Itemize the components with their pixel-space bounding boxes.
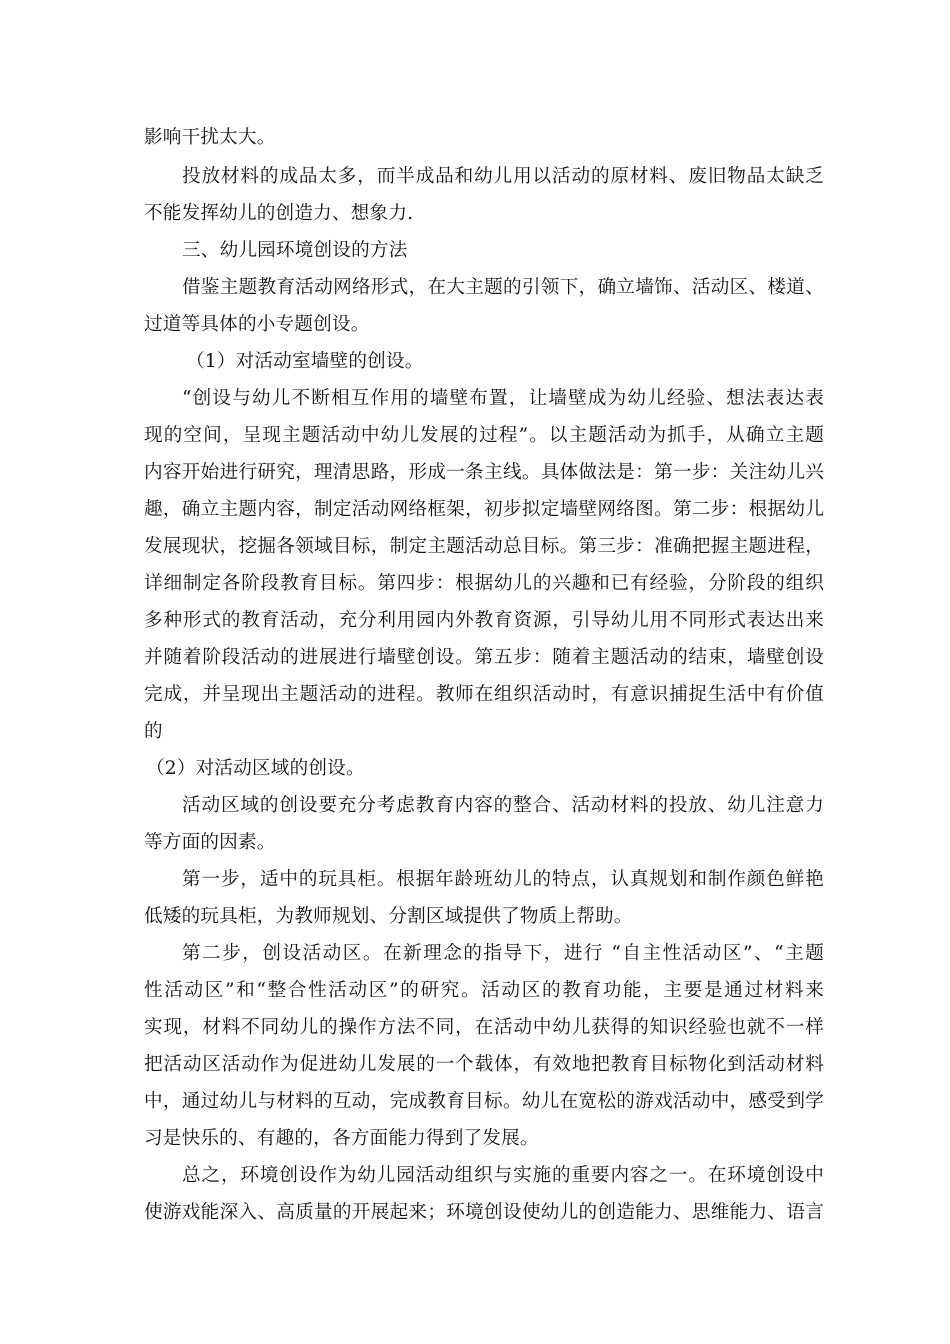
text-line: 现的空间，呈现主题活动中幼儿发展的过程”。以主题活动为抓手，从确立主题 (144, 425, 824, 446)
text-line: 并随着阶段活动的进展进行墙壁创设。第五步：随着主题活动的结束，墙壁创设 (144, 647, 824, 668)
text-line: 详细制定各阶段教育目标。第四步：根据幼儿的兴趣和已有经验，分阶段的组织 (144, 573, 824, 594)
text-line: 的 (144, 721, 163, 742)
text-line: 第一步，适中的玩具柜。根据年龄班幼儿的特点，认真规划和制作颜色鲜艳 (182, 869, 824, 890)
text-line: 总之，环境创设作为幼儿园活动组织与实施的重要内容之一。在环境创设中 (182, 1165, 824, 1186)
text-line: 等方面的因素。 (144, 832, 276, 853)
text-line: 内容开始进行研究，理清思路，形成一条主线。具体做法是：第一步：关注幼儿兴 (144, 462, 824, 483)
text-line: 第二步，创设活动区。在新理念的指导下，进行 “自主性活动区”、“主题 (182, 943, 824, 964)
text-line: 多种形式的教育活动，充分利用园内外教育资源，引导幼儿用不同形式表达出来 (144, 610, 824, 631)
text-line: 性活动区”和“整合性活动区”的研究。活动区的教育功能，主要是通过材料来 (144, 980, 824, 1001)
text-line: 使游戏能深入、高质量的开展起来；环境创设使幼儿的创造能力、思维能力、语言 (144, 1202, 824, 1223)
text-line: 实现，材料不同幼儿的操作方法不同，在活动中幼儿获得的知识经验也就不一样 (144, 1017, 824, 1038)
text-line: 投放材料的成品太多，而半成品和幼儿用以活动的原材料、废旧物品太缺乏 (182, 166, 824, 187)
text-line: 把活动区活动作为促进幼儿发展的一个载体，有效地把教育目标物化到活动材料 (144, 1054, 824, 1075)
text-line: 习是快乐的、有趣的，各方面能力得到了发展。 (144, 1128, 539, 1149)
text-line: 不能发挥幼儿的创造力、想象力. (144, 203, 414, 224)
text-line: 低矮的玩具柜，为教师规划、分割区域提供了物质上帮助。 (144, 906, 633, 927)
text-line: 活动区域的创设要充分考虑教育内容的整合、活动材料的投放、幼儿注意力 (182, 795, 824, 816)
section-heading: 三、幼儿园环境创设的方法 (182, 240, 408, 261)
text-line: 中，通过幼儿与材料的互动，完成教育目标。幼儿在宽松的游戏活动中，感受到学 (144, 1091, 824, 1112)
text-line: 趣，确立主题内容，制定活动网络框架，初步拟定墙壁网络图。第二步：根据幼儿 (144, 499, 824, 520)
text-line: 发展现状，挖掘各领域目标，制定主题活动总目标。第三步：准确把握主题进程， (144, 536, 824, 557)
subsection-heading: （2）对活动区域的创设。 (146, 758, 365, 779)
text-line: 借鉴主题教育活动网络形式，在大主题的引领下，确立墙饰、活动区、楼道、 (182, 277, 824, 298)
subsection-heading: （1）对活动室墙壁的创设。 (186, 351, 424, 372)
text-line: 影响干扰太大。 (144, 127, 276, 148)
text-line: 过道等具体的小专题创设。 (144, 314, 370, 335)
text-line: 完成，并呈现出主题活动的进程。教师在组织活动时，有意识捕捉生活中有价值 (144, 684, 824, 705)
text-line: “创设与幼儿不断相互作用的墙壁布置，让墙壁成为幼儿经验、想法表达表 (182, 388, 824, 409)
